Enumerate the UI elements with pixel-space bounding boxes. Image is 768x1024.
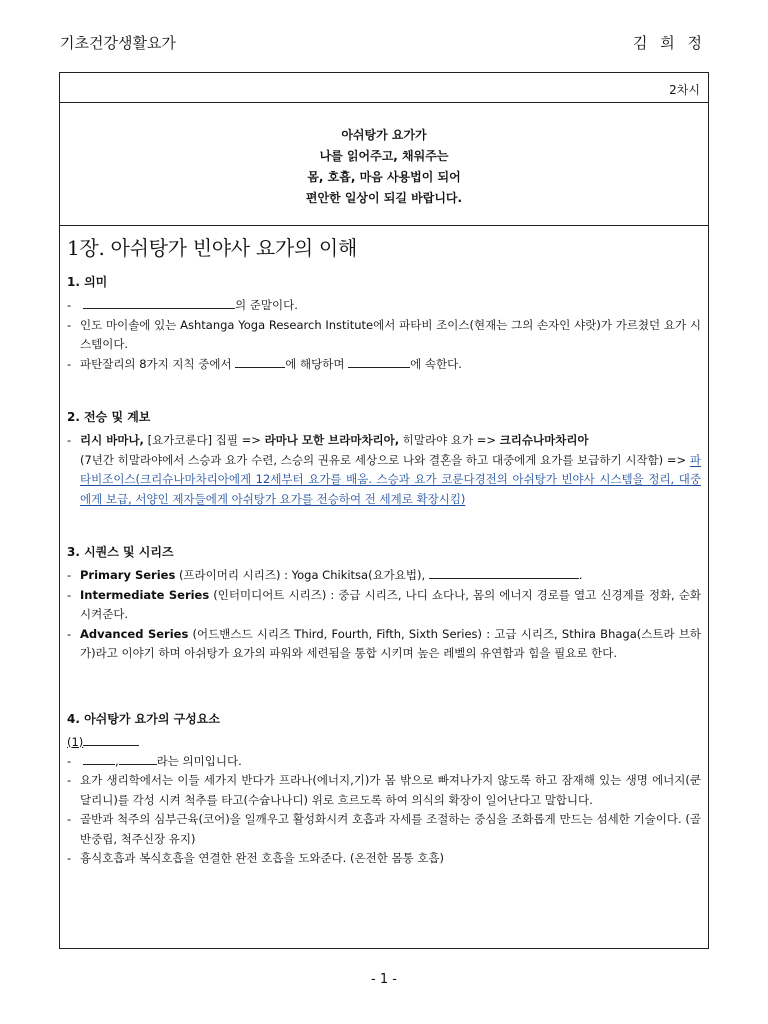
list-item: - , 라는 의미입니다. <box>67 753 242 768</box>
motto-line: 몸, 호흡, 마음 사용법이 되어 <box>307 170 461 184</box>
session-label: 2차시 <box>60 73 708 103</box>
fill-blank <box>83 752 115 765</box>
document-frame <box>59 72 709 949</box>
motto-line: 아쉬탕가 요가가 <box>341 128 427 142</box>
main-content <box>60 226 708 869</box>
page-number: - 1 - <box>371 972 397 987</box>
list-item: - 흉식호흡과 복식호흡을 연결한 완전 호흡을 도와준다. (온전한 몸통 호흡) <box>67 851 445 865</box>
fill-blank <box>83 296 235 309</box>
motto-line: 나를 읽어주고, 채워주는 <box>319 149 449 163</box>
list-item: - 파탄잘리의 8가지 지칙 중에서 에 해당하며 에 속한다. <box>67 356 462 371</box>
section-components-title: 4. 아쉬탕가 요가의 구성요소 <box>67 711 220 726</box>
chapter-title: 1장. 아쉬탕가 빈야사 요가의 이해 <box>67 236 357 260</box>
section-lineage-title: 2. 전승 및 계보 <box>67 410 151 424</box>
fill-blank <box>235 355 285 368</box>
motto-box <box>60 103 708 226</box>
highlighted-text: 파타비조이스(크리슈나마차리아에게 12세부터 요가를 배움. 스승과 요가 코룬다경전의 아쉬탕가 빈야사 시스템을 정리, 대중에게 보급, 서양인 제자들에게 아쉬탕가 요가를 전승하여 전 세계로 확장시킴) <box>80 452 702 506</box>
list-item: - 요가 생리학에서는 이들 세가지 반다가 프라나(에너지,기)가 몸 밖으로 빠져나가지 않도록 하고 잠재해 있는 생명 에너지(쿤달리니)를 각성 시켜 척추를 타고(수슘나나디) 위로 흐르도록 하여 의식의 확장이 일어난다고 말합니다. <box>67 773 701 807</box>
motto-line: 편안한 일상이 되길 바랍니다. <box>305 191 463 205</box>
list-item: - 골반과 척주의 심부근육(코어)을 일깨우고 활성화시켜 호흡과 자세를 조절하는 중심을 조화롭게 만드는 섬세한 기술이다. (골반중립, 척주신장 유지) <box>67 812 701 846</box>
course-title: 기초건강생활요가 <box>60 34 176 52</box>
fill-blank <box>429 566 579 579</box>
list-item: - 리시 바마나, [요가코룬다] 집필 => 라마나 모한 브라마차리아, 히말라야 요가 => 크리슈나마차리아 <box>67 433 589 447</box>
list-item: - Advanced Series (어드밴스드 시리즈 Third, Fourth, Fifth, Sixth Series) : 고급 시리즈, Sthira Bhaga(스트라 브하가)라고 이야기 하며 아쉬탕가 요가의 파워와 세련됨을 통합 시키며 높은 레벨의 유연함과 힘을 필요로 한다. <box>67 626 701 660</box>
list-item: - Intermediate Series (인터미디어트 시리즈) : 중급 시리즈, 나디 쇼다나, 몸의 에너지 경로를 열고 신경계를 정화, 순화시켜준다. <box>67 587 701 621</box>
section-meaning-title: 1. 의미 <box>67 275 108 289</box>
list-item: - 의 준말이다. <box>67 298 298 312</box>
fill-blank <box>348 355 410 368</box>
fill-blank <box>119 752 157 765</box>
list-item: - Primary Series (프라이머리 시리즈) : Yoga Chikitsa(요가요법), . <box>67 568 583 582</box>
lineage-description: (7년간 히말라야에서 스승과 요가 수련, 스승의 권유로 세상으로 나와 결혼을 하고 대중에게 요가를 보급하기 시작함) => 파타비조이스(크리슈나마차리아에게 12세부터 요가를 배움. 스승과 요가 코룬다경전의 아쉬탕가 빈야사 시스템을 정리, 대중에게 보급, 서양인 제자들에게 아쉬탕가 요가를 전승하여 전 세계로 확장시킴) <box>80 452 702 506</box>
subsection-label: (1) <box>67 733 701 752</box>
section-series-title: 3. 시퀀스 및 시리즈 <box>67 545 174 559</box>
list-item: - 인도 마이솔에 있는 Ashtanga Yoga Research Institute에서 파타비 조이스(현재는 그의 손자인 샤랏)가 가르쳤던 요가 시스템이다. <box>67 317 701 351</box>
author-name: 김 희 정 <box>632 34 706 52</box>
fill-blank <box>83 733 139 746</box>
